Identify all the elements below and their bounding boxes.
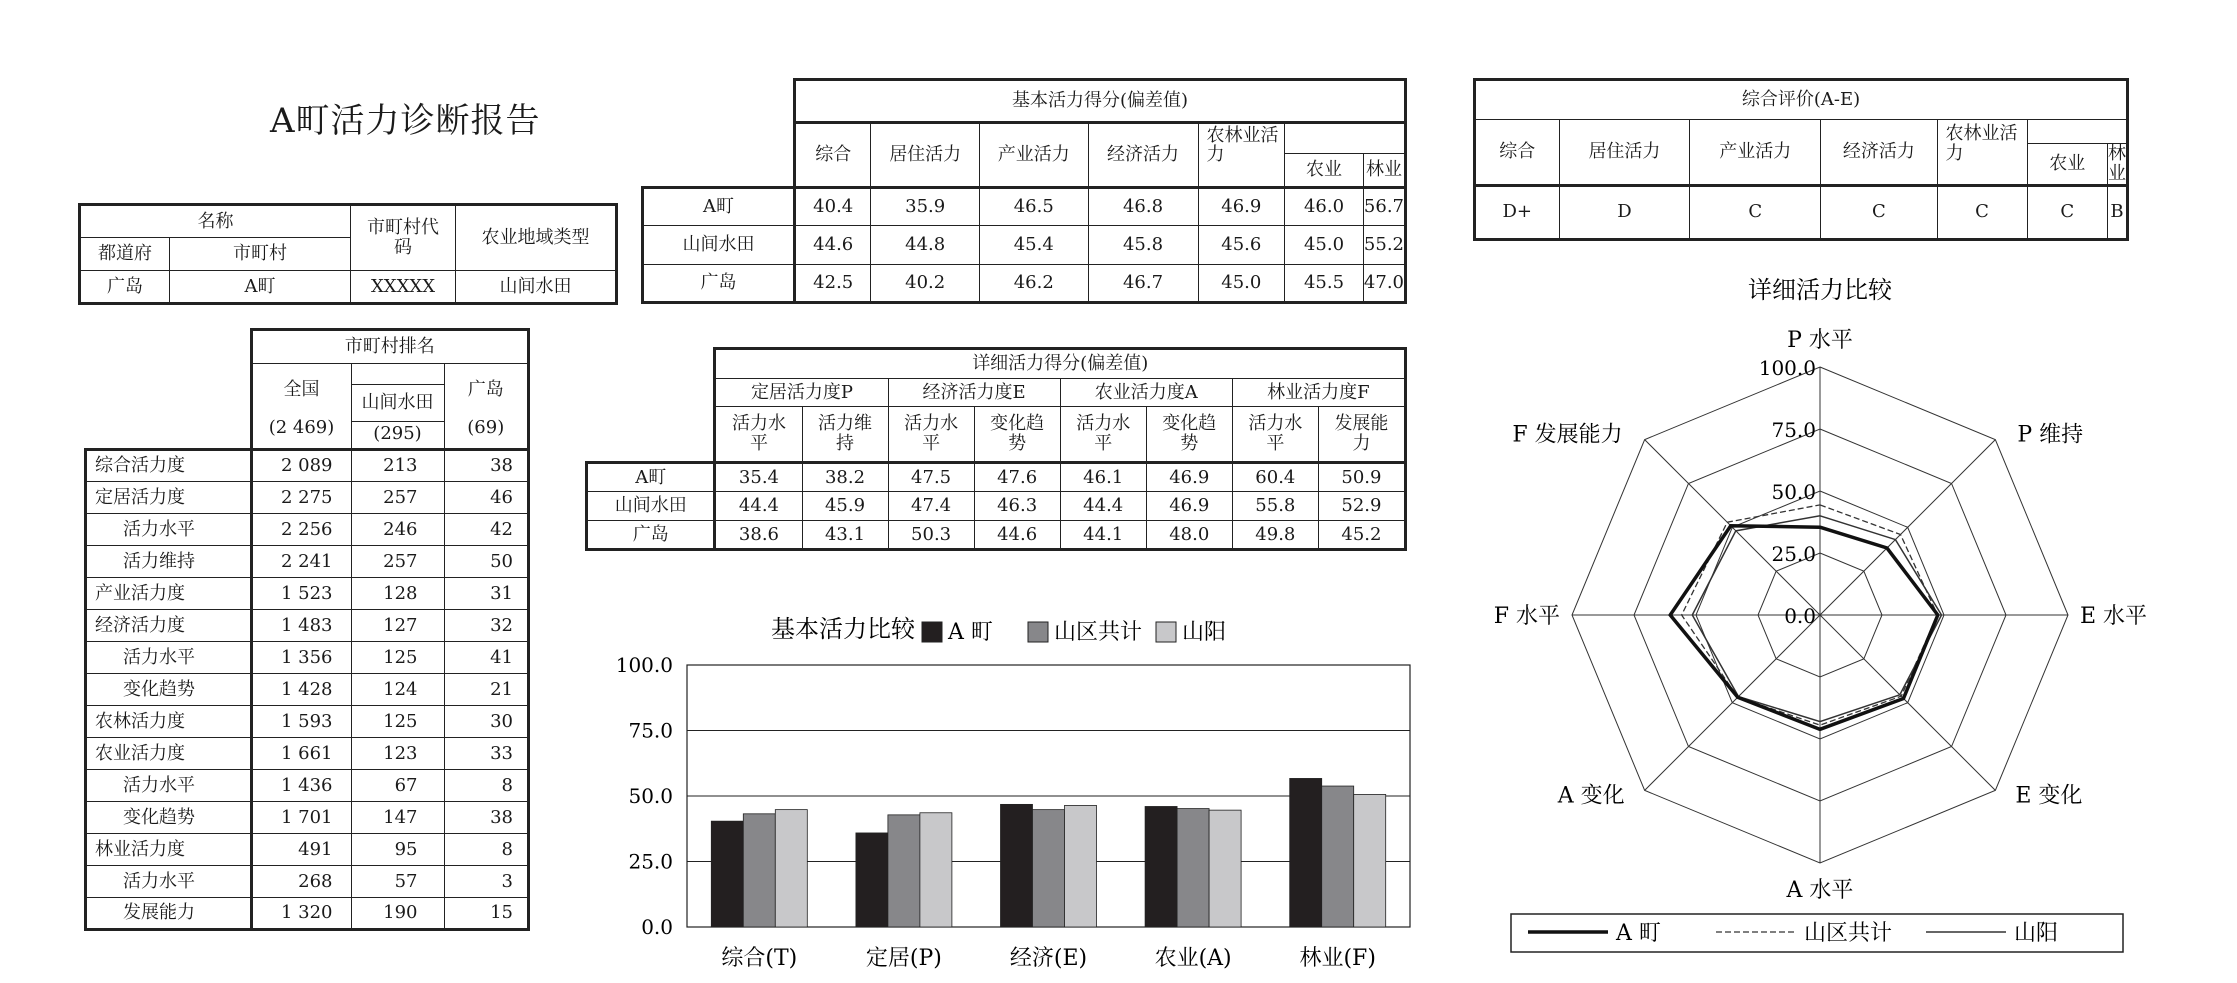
bar-chart-title: 基本活力比较 xyxy=(771,615,915,643)
eval-h-res: 居住活力 xyxy=(1559,120,1690,186)
info-code: XXXXX xyxy=(351,271,456,304)
basic-cell: 46.2 xyxy=(979,264,1088,302)
rank-col-hiroshima-name: 广岛 xyxy=(467,379,504,400)
rank-cell: 21 xyxy=(444,674,529,706)
rank-cell: 30 xyxy=(444,706,529,738)
radar-axis-label: A 水平 xyxy=(1786,878,1854,903)
rank-cell: 2 256 xyxy=(251,514,351,546)
rank-row xyxy=(86,450,529,482)
bar-chart xyxy=(600,600,1440,983)
rank-row-label: 经济活力度 xyxy=(86,610,252,642)
rank-body xyxy=(86,450,529,930)
rank-cell: 8 xyxy=(444,834,529,866)
detail-row xyxy=(587,492,1406,521)
rank-cell: 128 xyxy=(351,578,444,610)
detail-header: 详细活力得分(偏差值) xyxy=(715,349,1406,379)
detail-cell: 46.9 xyxy=(1146,492,1232,521)
radar-axis-label: P 维持 xyxy=(2017,422,2084,448)
detail-row-label: 山间水田 xyxy=(587,492,715,521)
rank-row xyxy=(86,642,529,674)
detail-cell: 38.6 xyxy=(715,521,802,550)
info-type: 山间水田 xyxy=(456,271,617,304)
y-tick-label: 25.0 xyxy=(628,849,673,874)
detail-group-header: 定居活力度P xyxy=(715,379,888,407)
detail-sub-header: 活力水平 xyxy=(1060,407,1146,463)
bar xyxy=(1290,778,1322,927)
legend-label: 山阳 xyxy=(1182,620,1227,645)
rank-cell: 1 523 xyxy=(251,578,351,610)
radar-tick-label: 75.0 xyxy=(1771,418,1816,442)
detail-cell: 35.4 xyxy=(715,463,802,492)
rank-cell: 125 xyxy=(351,706,444,738)
rank-table xyxy=(84,328,530,931)
detail-cell: 47.6 xyxy=(974,463,1060,492)
radar-legend-label: A 町 xyxy=(1616,921,1661,946)
bar xyxy=(743,814,775,927)
detail-sub-header: 变化趋势 xyxy=(974,407,1060,463)
detail-cell: 50.3 xyxy=(888,521,974,550)
y-tick-label: 0.0 xyxy=(641,915,673,939)
rank-cell: 15 xyxy=(444,898,529,930)
rank-row xyxy=(86,578,529,610)
rank-header: 市町村排名 xyxy=(251,330,529,364)
rank-cell: 3 xyxy=(444,866,529,898)
rank-row xyxy=(86,834,529,866)
radar-spoke xyxy=(1645,615,1820,790)
rank-row xyxy=(86,866,529,898)
radar-legend-label: 山区共计 xyxy=(1804,921,1893,946)
legend-swatch xyxy=(1156,622,1176,642)
rank-cell: 257 xyxy=(351,482,444,514)
info-header-pref: 都道府 xyxy=(80,238,170,271)
rank-cell: 31 xyxy=(444,578,529,610)
basic-cell: 46.5 xyxy=(979,187,1088,225)
detail-cell: 43.1 xyxy=(802,521,888,550)
detail-group-header: 经济活力度E xyxy=(888,379,1060,407)
basic-row xyxy=(643,226,1406,264)
rank-row-label: 定居活力度 xyxy=(86,482,252,514)
detail-cell: 44.4 xyxy=(715,492,802,521)
rank-col-hiroshima-count: (69) xyxy=(467,416,505,438)
detail-cell: 45.2 xyxy=(1318,521,1405,550)
basic-cell: 45.0 xyxy=(1285,226,1364,264)
basic-cell: 45.6 xyxy=(1198,226,1285,264)
detail-sub-header: 活力水平 xyxy=(888,407,974,463)
rank-row-label: 综合活力度 xyxy=(86,450,252,482)
rank-cell: 491 xyxy=(251,834,351,866)
eval-h-eco: 经济活力 xyxy=(1821,120,1937,186)
basic-h-eco: 经济活力 xyxy=(1088,122,1198,187)
bar xyxy=(1322,786,1354,927)
detail-sub-header: 发展能力 xyxy=(1318,407,1405,463)
rank-col-mountain-name: 山间水田 xyxy=(352,384,444,422)
detail-sub-header: 活力维持 xyxy=(802,407,888,463)
rank-cell: 2 089 xyxy=(251,450,351,482)
rank-row xyxy=(86,802,529,834)
rank-row-label: 变化趋势 xyxy=(86,674,252,706)
rank-row-label: 活力维持 xyxy=(86,546,252,578)
rank-col-national-count: (2 469) xyxy=(268,416,335,438)
rank-row-label: 产业活力度 xyxy=(86,578,252,610)
info-header-code: 市町村代码 xyxy=(351,205,456,271)
rank-cell: 2 275 xyxy=(251,482,351,514)
legend-swatch xyxy=(1028,622,1048,642)
rank-cell: 1 320 xyxy=(251,898,351,930)
rank-col-national-name: 全国 xyxy=(283,379,320,400)
detail-sub-header: 变化趋势 xyxy=(1146,407,1232,463)
x-tick-label: 综合(T) xyxy=(721,946,798,971)
radar-legend-label: 山阳 xyxy=(2014,921,2059,946)
detail-cell: 48.0 xyxy=(1146,521,1232,550)
rank-cell: 50 xyxy=(444,546,529,578)
rank-row xyxy=(86,482,529,514)
rank-cell: 8 xyxy=(444,770,529,802)
basic-cell: 46.7 xyxy=(1088,264,1198,302)
x-tick-label: 定居(P) xyxy=(865,946,942,971)
detail-cell: 46.9 xyxy=(1146,463,1232,492)
info-table xyxy=(78,203,618,305)
info-pref: 广岛 xyxy=(80,271,170,304)
detail-cell: 44.1 xyxy=(1060,521,1146,550)
radar-tick-label: 0.0 xyxy=(1784,604,1816,628)
detail-body xyxy=(587,463,1406,550)
rank-row xyxy=(86,706,529,738)
detail-cell: 44.6 xyxy=(974,521,1060,550)
eval-cell: C xyxy=(1937,185,2027,239)
detail-group-header: 林业活力度F xyxy=(1232,379,1405,407)
detail-cell: 44.4 xyxy=(1060,492,1146,521)
bar xyxy=(920,813,952,927)
x-tick-label: 林业(F) xyxy=(1299,946,1376,971)
radar-spoke xyxy=(1820,615,1995,790)
eval-h-agf: 农林业活力 xyxy=(1937,120,2027,186)
basic-row xyxy=(643,264,1406,302)
radar-tick-label: 25.0 xyxy=(1771,542,1816,566)
detail-cell: 50.9 xyxy=(1318,463,1405,492)
basic-cell: 44.6 xyxy=(795,226,871,264)
basic-header: 基本活力得分(偏差值) xyxy=(795,80,1406,123)
bar xyxy=(711,821,743,927)
rank-row-label: 活力水平 xyxy=(86,642,252,674)
basic-cell: 42.5 xyxy=(795,264,871,302)
radar-axis-label: P 水平 xyxy=(1787,328,1853,353)
bar xyxy=(1033,810,1065,927)
rank-row xyxy=(86,770,529,802)
bar xyxy=(1177,809,1209,927)
rank-cell: 1 436 xyxy=(251,770,351,802)
eval-h-total: 综合 xyxy=(1475,120,1560,186)
info-header-name: 名称 xyxy=(80,205,351,238)
basic-row-label: 广岛 xyxy=(643,264,795,302)
rank-row-label: 变化趋势 xyxy=(86,802,252,834)
eval-values-row xyxy=(1475,185,2128,239)
bar xyxy=(1065,805,1097,927)
eval-h-for: 林业 xyxy=(2108,143,2126,184)
rank-cell: 127 xyxy=(351,610,444,642)
eval-table xyxy=(1473,78,2129,241)
detail-cell: 46.1 xyxy=(1060,463,1146,492)
detail-row-label: 广岛 xyxy=(587,521,715,550)
rank-cell: 67 xyxy=(351,770,444,802)
rank-row-label: 林业活力度 xyxy=(86,834,252,866)
detail-cell: 60.4 xyxy=(1232,463,1318,492)
basic-cell: 45.4 xyxy=(979,226,1088,264)
detail-cell: 47.5 xyxy=(888,463,974,492)
basic-cell: 45.8 xyxy=(1088,226,1198,264)
legend-label: 山区共计 xyxy=(1054,620,1143,645)
basic-h-ind: 产业活力 xyxy=(979,122,1088,187)
rank-cell: 42 xyxy=(444,514,529,546)
basic-table xyxy=(641,78,1407,304)
bar xyxy=(1354,794,1386,927)
basic-h-agr: 农业 xyxy=(1285,153,1364,187)
radar-axis-label: A 变化 xyxy=(1557,783,1625,809)
eval-cell: B xyxy=(2108,185,2128,239)
rank-cell: 32 xyxy=(444,610,529,642)
rank-row-label: 活力水平 xyxy=(86,770,252,802)
rank-cell: 190 xyxy=(351,898,444,930)
eval-cell: C xyxy=(1690,185,1821,239)
bar xyxy=(1145,806,1177,927)
rank-row-label: 农业活力度 xyxy=(86,738,252,770)
rank-cell: 1 483 xyxy=(251,610,351,642)
rank-row xyxy=(86,674,529,706)
rank-cell: 213 xyxy=(351,450,444,482)
basic-row-label: A町 xyxy=(643,187,795,225)
rank-col-mountain-count: (295) xyxy=(373,423,422,445)
basic-cell: 45.5 xyxy=(1285,264,1364,302)
basic-cell: 55.2 xyxy=(1363,226,1405,264)
legend-label: A 町 xyxy=(948,620,993,645)
info-header-type: 农业地域类型 xyxy=(456,205,617,271)
eval-h-agr: 农业 xyxy=(2027,144,2107,186)
detail-cell: 47.4 xyxy=(888,492,974,521)
rank-cell: 1 661 xyxy=(251,738,351,770)
detail-sub-header: 活力水平 xyxy=(715,407,802,463)
basic-cell: 46.9 xyxy=(1198,187,1285,225)
rank-row xyxy=(86,738,529,770)
rank-cell: 1 356 xyxy=(251,642,351,674)
basic-cell: 40.2 xyxy=(871,264,980,302)
basic-cell: 46.8 xyxy=(1088,187,1198,225)
rank-cell: 33 xyxy=(444,738,529,770)
rank-cell: 246 xyxy=(351,514,444,546)
rank-cell: 268 xyxy=(251,866,351,898)
radar-tick-label: 100.0 xyxy=(1758,356,1816,380)
rank-row-label: 活力水平 xyxy=(86,866,252,898)
rank-row xyxy=(86,546,529,578)
bar xyxy=(1001,804,1033,927)
basic-h-total: 综合 xyxy=(795,122,871,187)
basic-cell: 40.4 xyxy=(795,187,871,225)
radar-axis-label: E 变化 xyxy=(2015,783,2083,809)
y-tick-label: 75.0 xyxy=(628,718,673,743)
info-header-town: 市町村 xyxy=(170,238,351,271)
rank-cell: 95 xyxy=(351,834,444,866)
eval-cell: D xyxy=(1559,185,1690,239)
basic-cell: 46.0 xyxy=(1285,187,1364,225)
eval-cell: D+ xyxy=(1475,185,1560,239)
rank-row xyxy=(86,898,529,930)
basic-h-agf: 农林业活力 xyxy=(1198,122,1285,187)
legend-swatch xyxy=(922,622,942,642)
basic-cell: 44.8 xyxy=(871,226,980,264)
rank-cell: 46 xyxy=(444,482,529,514)
basic-h-for: 林业 xyxy=(1363,153,1405,187)
rank-col-hiroshima xyxy=(444,364,529,450)
rank-cell: 38 xyxy=(444,450,529,482)
detail-sub-header: 活力水平 xyxy=(1232,407,1318,463)
rank-cell: 124 xyxy=(351,674,444,706)
rank-cell: 2 241 xyxy=(251,546,351,578)
rank-cell: 41 xyxy=(444,642,529,674)
rank-table-wrap xyxy=(84,328,530,931)
rank-col-mountain xyxy=(351,364,444,450)
detail-cell: 45.9 xyxy=(802,492,888,521)
detail-row xyxy=(587,463,1406,492)
radar-title: 详细活力比较 xyxy=(1748,276,1892,304)
y-tick-label: 50.0 xyxy=(628,784,673,808)
bar xyxy=(856,833,888,927)
radar-chart xyxy=(1470,260,2170,980)
rank-row xyxy=(86,514,529,546)
bar xyxy=(775,810,807,927)
rank-cell: 1 701 xyxy=(251,802,351,834)
basic-cell: 56.7 xyxy=(1363,187,1405,225)
basic-cell: 35.9 xyxy=(871,187,980,225)
y-tick-label: 100.0 xyxy=(615,653,673,677)
bar xyxy=(888,815,920,927)
detail-cell: 38.2 xyxy=(802,463,888,492)
detail-row xyxy=(587,521,1406,550)
eval-header: 综合评价(A-E) xyxy=(1475,80,2128,120)
basic-body xyxy=(643,187,1406,302)
page-title: A町活力诊断报告 xyxy=(270,101,541,141)
rank-row-label: 发展能力 xyxy=(86,898,252,930)
basic-row-label: 山间水田 xyxy=(643,226,795,264)
rank-row-label: 活力水平 xyxy=(86,514,252,546)
radar-axis-label: F 发展能力 xyxy=(1512,422,1623,448)
detail-table xyxy=(585,347,1407,551)
rank-cell: 1 428 xyxy=(251,674,351,706)
x-tick-label: 农业(A) xyxy=(1154,946,1232,971)
rank-cell: 147 xyxy=(351,802,444,834)
rank-row-label: 农林活力度 xyxy=(86,706,252,738)
radar-spoke xyxy=(1820,440,1995,615)
basic-cell: 45.0 xyxy=(1198,264,1285,302)
detail-cell: 52.9 xyxy=(1318,492,1405,521)
bar xyxy=(1209,810,1241,927)
detail-cell: 55.8 xyxy=(1232,492,1318,521)
eval-cell: C xyxy=(2027,185,2107,239)
rank-cell: 1 593 xyxy=(251,706,351,738)
radar-axis-label: E 水平 xyxy=(2080,604,2148,629)
detail-row-label: A町 xyxy=(587,463,715,492)
x-tick-label: 经济(E) xyxy=(1009,946,1088,971)
basic-h-res: 居住活力 xyxy=(871,122,980,187)
rank-cell: 125 xyxy=(351,642,444,674)
detail-group-header: 农业活力度A xyxy=(1060,379,1232,407)
radar-axis-label: F 水平 xyxy=(1493,604,1560,629)
rank-cell: 38 xyxy=(444,802,529,834)
basic-row xyxy=(643,187,1406,225)
detail-cell: 49.8 xyxy=(1232,521,1318,550)
eval-cell: C xyxy=(1821,185,1937,239)
radar-tick-label: 50.0 xyxy=(1771,480,1816,504)
rank-row xyxy=(86,610,529,642)
detail-cell: 46.3 xyxy=(974,492,1060,521)
basic-cell: 47.0 xyxy=(1363,264,1405,302)
rank-cell: 123 xyxy=(351,738,444,770)
rank-cell: 257 xyxy=(351,546,444,578)
rank-col-national xyxy=(251,364,351,450)
rank-cell: 57 xyxy=(351,866,444,898)
eval-h-ind: 产业活力 xyxy=(1690,120,1821,186)
info-town: A町 xyxy=(170,271,351,304)
